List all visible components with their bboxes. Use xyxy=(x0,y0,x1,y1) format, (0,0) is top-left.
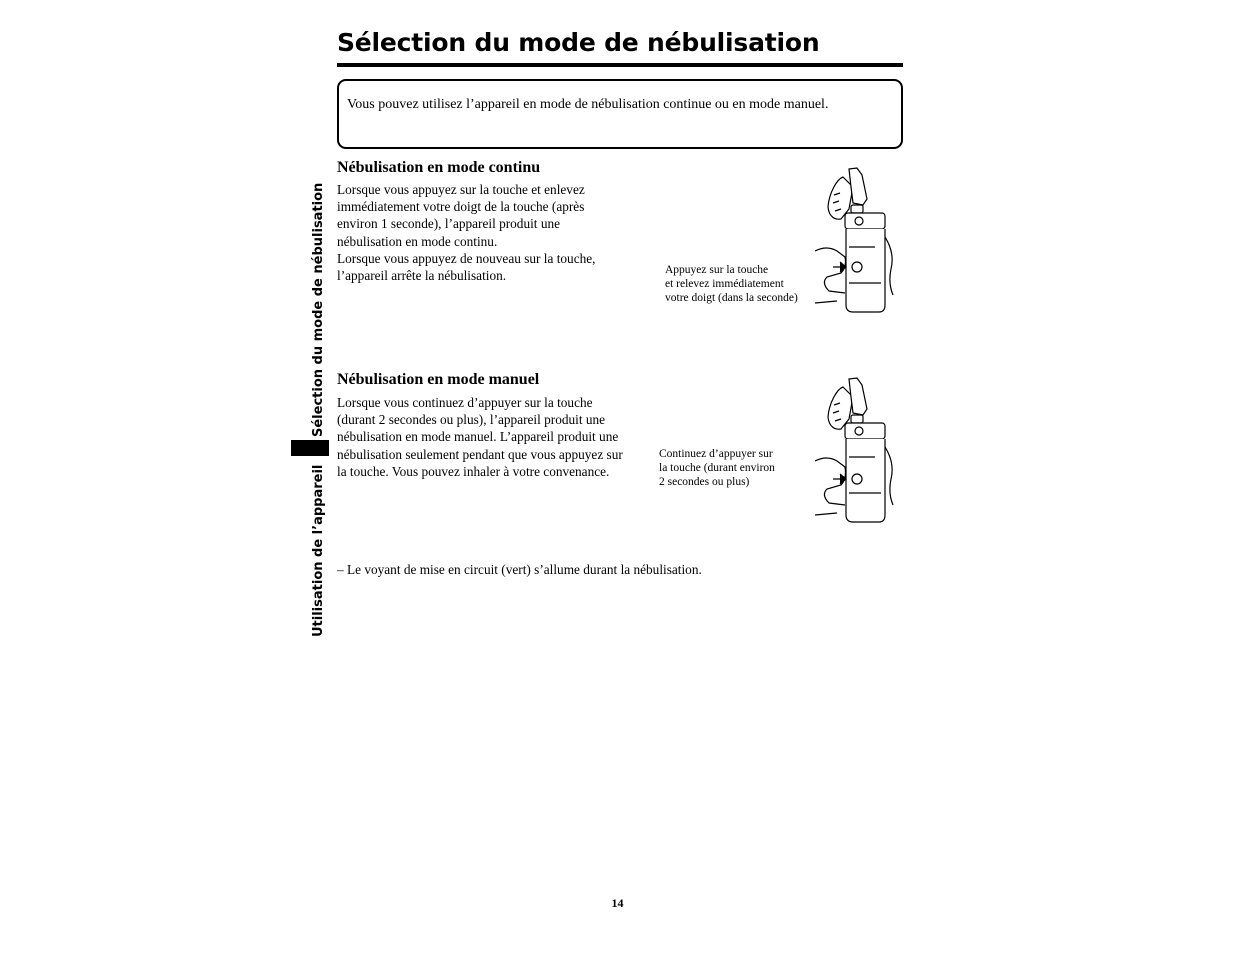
page-title: Sélection du mode de nébulisation xyxy=(337,28,820,57)
body-line: Lorsque vous continuez d’appuyer sur la touche xyxy=(337,395,593,410)
caption-line: Continuez d’appuyer sur xyxy=(659,448,773,460)
body-line: Lorsque vous appuyez de nouveau sur la touche, xyxy=(337,250,596,266)
manual-mode-body xyxy=(337,394,642,480)
caption-line: Appuyez sur la touche xyxy=(665,264,769,276)
page-number: 14 xyxy=(611,896,624,910)
body-line: l’appareil arrête la nébulisation. xyxy=(337,268,507,284)
continuous-mode-heading: Nébulisation en mode continu xyxy=(337,159,541,176)
continuous-mode-body xyxy=(337,181,642,284)
power-indicator-note: – Le voyant de mise en circuit (vert) s’allume durant la nébulisation. xyxy=(337,562,702,577)
continuous-mode-caption xyxy=(665,263,798,306)
body-line: nébulisation en mode manuel. L’appareil produit une xyxy=(337,429,619,445)
caption-line: la touche (durant environ xyxy=(659,462,775,475)
intro-box xyxy=(337,79,903,149)
caption-line: 2 secondes ou plus) xyxy=(659,476,750,489)
nebulizer-hold-illustration xyxy=(815,375,900,527)
body-line: Lorsque vous appuyez sur la touche et enlevez xyxy=(337,182,585,197)
title-rule xyxy=(337,63,903,67)
body-line: nébulisation seulement pendant que vous appuyez sur xyxy=(337,446,623,462)
caption-line: et relevez immédiatement xyxy=(665,278,784,291)
body-line: la touche. Vous pouvez inhaler à votre convenance. xyxy=(337,463,610,479)
body-line: immédiatement votre doigt de la touche (après xyxy=(337,199,585,215)
body-line: environ 1 seconde), l’appareil produit une xyxy=(337,216,561,232)
body-line: (durant 2 secondes ou plus), l’appareil produit une xyxy=(337,412,606,428)
side-tab-chapter: Utilisation de l’appareil xyxy=(311,464,326,637)
manual-mode-caption xyxy=(659,447,775,490)
chapter-tab-marker xyxy=(291,440,329,456)
caption-line: votre doigt (dans la seconde) xyxy=(665,292,798,305)
nebulizer-press-illustration xyxy=(815,165,900,317)
side-tab-section: Sélection du mode de nébulisation xyxy=(311,182,326,437)
intro-text: Vous pouvez utilisez l’appareil en mode de nébulisation continue ou en mode manuel. xyxy=(347,97,829,112)
manual-mode-heading: Nébulisation en mode manuel xyxy=(337,371,540,388)
body-line: nébulisation en mode continu. xyxy=(337,233,498,249)
